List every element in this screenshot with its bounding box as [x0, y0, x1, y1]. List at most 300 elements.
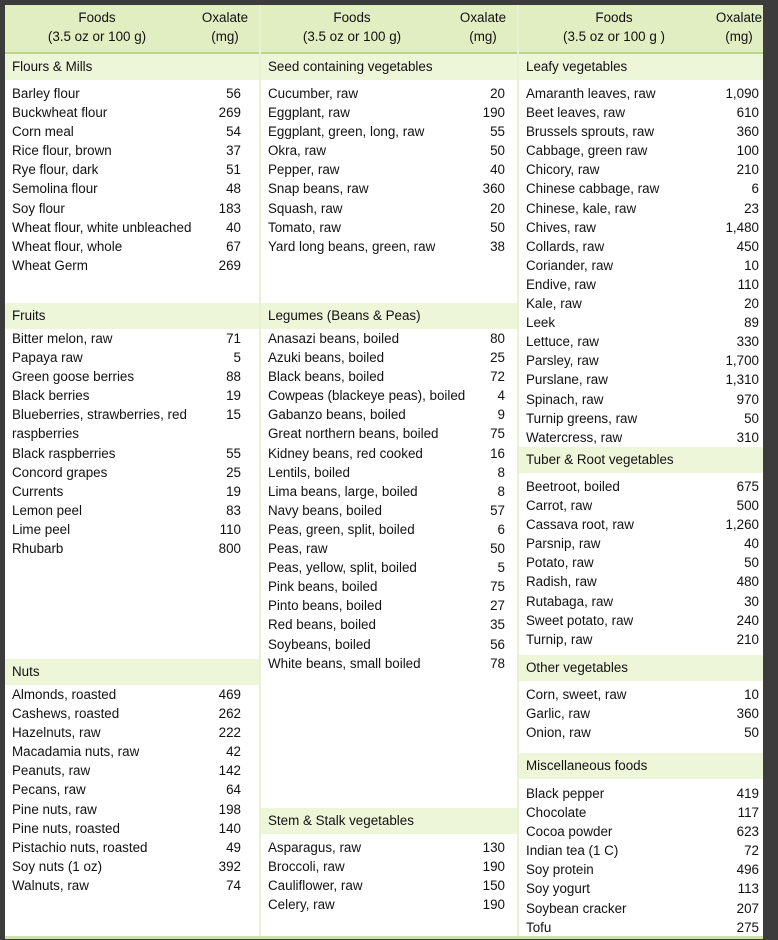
section-title-seed: Seed containing vegetables [261, 54, 517, 80]
oxalate-header [195, 8, 255, 46]
oxalate-value: 469 [218, 687, 241, 702]
table-row [5, 838, 259, 857]
section-leafy [519, 84, 763, 447]
table-row [261, 84, 517, 103]
food-name: Wheat Germ [12, 257, 88, 273]
section-other [519, 685, 763, 742]
oxalate-value: 269 [218, 105, 241, 121]
section-flours [5, 84, 259, 275]
column-2 [261, 5, 519, 939]
oxalate-header-unit: (mg) [469, 29, 497, 44]
table-row [261, 501, 517, 520]
table-row [261, 558, 517, 577]
food-name: Collards, raw [526, 238, 605, 254]
section-tuber [519, 477, 763, 649]
column-header [5, 5, 259, 54]
food-name: White beans, small boiled [268, 655, 421, 671]
food-name: Corn meal [12, 124, 74, 140]
food-name: Parsnip, raw [526, 536, 601, 552]
oxalate-value: 50 [744, 555, 759, 571]
food-name: Eggplant, green, long, raw [268, 124, 425, 140]
oxalate-value: 10 [744, 687, 759, 702]
oxalate-value: 64 [226, 782, 241, 798]
oxalate-value: 88 [226, 369, 241, 385]
table-row [261, 386, 517, 405]
food-name: Sweet potato, raw [526, 612, 634, 628]
oxalate-value: 40 [226, 219, 241, 235]
column-1 [5, 5, 261, 939]
table-row [5, 876, 259, 895]
food-name: Celery, raw [268, 897, 335, 913]
food-name: Lettuce, raw [526, 334, 599, 350]
table-row [519, 141, 763, 160]
food-name: Black berries [12, 388, 90, 404]
table-row [261, 857, 517, 876]
table-row [519, 611, 763, 630]
section-misc [519, 784, 763, 937]
oxalate-value: 50 [490, 143, 505, 159]
oxalate-value: 40 [490, 162, 505, 178]
oxalate-value: 675 [736, 479, 759, 494]
table-row [5, 742, 259, 761]
food-name: Lemon peel [12, 502, 82, 518]
food-name: Asparagus, raw [268, 840, 362, 855]
oxalate-value: 480 [736, 574, 759, 590]
food-name: Pine nuts, raw [12, 801, 97, 817]
table-row [519, 122, 763, 141]
food-name: Garlic, raw [526, 706, 590, 722]
table-row [519, 553, 763, 572]
food-name: Endive, raw [526, 276, 596, 292]
food-name: Buckwheat flour [12, 105, 108, 121]
food-name: Great northern beans, boiled [268, 426, 439, 442]
oxalate-value: 55 [226, 445, 241, 461]
food-name: Rice flour, brown [12, 143, 112, 159]
food-name: Semolina flour [12, 181, 98, 197]
oxalate-value: 35 [490, 617, 505, 633]
table-row [519, 428, 763, 447]
section-stem [261, 838, 517, 914]
oxalate-value: 72 [744, 843, 759, 859]
food-name: Pinto beans, boiled [268, 598, 382, 614]
oxalate-value: 140 [218, 820, 241, 836]
food-name: Cauliflower, raw [268, 878, 363, 894]
table-row [261, 237, 517, 256]
foods-header-title: Foods [595, 10, 633, 25]
food-name: Turnip greens, raw [526, 410, 638, 426]
food-name: Cashews, roasted [12, 706, 120, 722]
food-name: Anasazi beans, boiled [268, 331, 400, 346]
oxalate-value: 800 [218, 541, 241, 557]
oxalate-value: 74 [226, 877, 241, 893]
food-name: Macadamia nuts, raw [12, 744, 140, 760]
food-name: Chinese, kale, raw [526, 200, 637, 216]
table-row [519, 294, 763, 313]
table-row [5, 444, 259, 463]
oxalate-value: 80 [490, 331, 505, 346]
food-name: Black raspberries [12, 445, 116, 461]
table-row [261, 199, 517, 218]
oxalate-value: 610 [736, 105, 759, 121]
table-row [5, 141, 259, 160]
oxalate-value: 210 [736, 162, 759, 178]
foods-header-title: Foods [78, 10, 116, 25]
table-row [519, 179, 763, 198]
section-title-nuts: Nuts [5, 659, 259, 685]
oxalate-value: 240 [736, 612, 759, 628]
food-name: Brussels sprouts, raw [526, 124, 654, 140]
table-row [5, 482, 259, 501]
table-row [519, 160, 763, 179]
food-name: Soy yogurt [526, 881, 591, 897]
table-row [519, 332, 763, 351]
table-row [261, 329, 517, 348]
oxalate-value: 5 [497, 560, 505, 576]
food-name: Pink beans, boiled [268, 579, 378, 595]
food-name: Cabbage, green raw [526, 143, 648, 159]
section-title-stem: Stem & Stalk vegetables [261, 808, 517, 834]
table-row [5, 160, 259, 179]
food-name: Watercress, raw [526, 429, 623, 445]
table-row [261, 141, 517, 160]
table-row [261, 463, 517, 482]
food-name: Spinach, raw [526, 391, 604, 407]
oxalate-value: 6 [497, 521, 505, 537]
oxalate-value: 20 [744, 296, 759, 312]
oxalate-value: 23 [744, 200, 759, 216]
food-name: Amaranth leaves, raw [526, 86, 656, 101]
oxalate-value: 37 [226, 143, 241, 159]
oxalate-value: 1,700 [725, 353, 759, 369]
oxalate-value: 6 [751, 181, 759, 197]
food-name: Pistachio nuts, roasted [12, 839, 148, 855]
food-name: Barley flour [12, 86, 80, 101]
food-name: Chocolate [526, 805, 587, 821]
foods-header-unit: (3.5 oz or 100 g ) [563, 29, 665, 44]
table-row [519, 879, 763, 898]
food-name: Almonds, roasted [12, 687, 117, 702]
oxalate-value: 360 [736, 706, 759, 722]
oxalate-value: 56 [226, 86, 241, 101]
section-title-other: Other vegetables [519, 655, 763, 681]
food-name: Cassava root, raw [526, 517, 634, 533]
oxalate-value: 1,090 [725, 86, 759, 101]
table-row [519, 218, 763, 237]
food-name: Rye flour, dark [12, 162, 99, 178]
food-name: Beetroot, boiled [526, 479, 620, 494]
table-row [519, 409, 763, 428]
food-name: Pecans, raw [12, 782, 86, 798]
table-row [261, 122, 517, 141]
food-name: Tomato, raw [268, 219, 341, 235]
table-row [261, 635, 517, 654]
table-row [261, 424, 517, 443]
table-row [261, 654, 517, 673]
table-row [261, 348, 517, 367]
section-title-legumes: Legumes (Beans & Peas) [261, 303, 517, 329]
oxalate-value: 50 [744, 725, 759, 741]
oxalate-value: 1,480 [725, 219, 759, 235]
table-row [519, 313, 763, 332]
table-row [261, 615, 517, 634]
oxalate-value: 623 [736, 824, 759, 840]
oxalate-value: 30 [744, 593, 759, 609]
section-fruits [5, 329, 259, 558]
oxalate-value: 51 [226, 162, 241, 178]
oxalate-value: 1,310 [725, 372, 759, 388]
oxalate-value: 16 [490, 445, 505, 461]
oxalate-value: 8 [497, 483, 505, 499]
foods-header-title: Foods [333, 10, 371, 25]
food-name: Lima beans, large, boiled [268, 483, 418, 499]
table-row [519, 860, 763, 879]
table-row [5, 348, 259, 367]
table-row [519, 841, 763, 860]
table-row [5, 103, 259, 122]
oxalate-value: 150 [482, 878, 505, 894]
table-row [261, 367, 517, 386]
oxalate-value: 49 [226, 839, 241, 855]
food-name: Cocoa powder [526, 824, 613, 840]
food-name: Chicory, raw [526, 162, 600, 178]
table-row [519, 477, 763, 496]
table-row [5, 84, 259, 103]
food-name: Red beans, boiled [268, 617, 376, 633]
food-name: Indian tea (1 C) [526, 843, 619, 859]
oxalate-value: 190 [482, 897, 505, 913]
food-name: Black pepper [526, 786, 605, 801]
oxalate-value: 113 [737, 881, 759, 897]
food-name: Papaya raw [12, 350, 83, 366]
oxalate-value: 57 [490, 502, 505, 518]
food-name: Carrot, raw [526, 498, 593, 514]
oxalate-value: 9 [497, 407, 505, 423]
table-row [519, 685, 763, 704]
oxalate-value: 50 [490, 219, 505, 235]
food-name: Soybeans, boiled [268, 636, 371, 652]
food-name: Leek [526, 315, 556, 331]
oxalate-header-unit: (mg) [725, 29, 753, 44]
section-title-fruits: Fruits [5, 303, 259, 329]
food-name: Chives, raw [526, 219, 596, 235]
oxalate-header [713, 8, 763, 46]
table-row [5, 520, 259, 539]
table-row [5, 800, 259, 819]
foods-header [525, 8, 703, 46]
food-name: Kidney beans, red cooked [268, 445, 423, 461]
food-name: Peas, yellow, split, boiled [268, 560, 417, 576]
table-row [261, 539, 517, 558]
oxalate-value: 117 [737, 805, 759, 821]
oxalate-value: 110 [219, 521, 241, 537]
oxalate-value: 67 [226, 238, 241, 254]
section-title-misc: Miscellaneous foods [519, 753, 763, 779]
section-nuts [5, 685, 259, 895]
oxalate-value: 55 [490, 124, 505, 140]
table-row [519, 237, 763, 256]
oxalate-value: 207 [736, 900, 759, 916]
food-name: Concord grapes [12, 464, 108, 480]
table-row [5, 199, 259, 218]
table-row [5, 704, 259, 723]
oxalate-value: 310 [736, 429, 759, 445]
table-row [519, 515, 763, 534]
food-name: Peas, raw [268, 541, 328, 557]
table-row [261, 520, 517, 539]
oxalate-value: 330 [736, 334, 759, 350]
food-name: Potato, raw [526, 555, 594, 571]
oxalate-value: 56 [490, 636, 505, 652]
food-name: Broccoli, raw [268, 859, 345, 875]
column-header [261, 5, 517, 54]
oxalate-value: 500 [736, 498, 759, 514]
oxalate-value: 72 [490, 369, 505, 385]
table-row [519, 496, 763, 515]
oxalate-value: 970 [736, 391, 759, 407]
food-name: Hazelnuts, raw [12, 725, 101, 741]
food-name: Black beans, boiled [268, 369, 385, 385]
oxalate-value: 4 [497, 388, 505, 404]
food-name: Lentils, boiled [268, 464, 350, 480]
oxalate-value: 190 [482, 859, 505, 875]
table-row [519, 704, 763, 723]
table-row [261, 218, 517, 237]
table-row [5, 237, 259, 256]
oxalate-value: 360 [482, 181, 505, 197]
oxalate-value: 78 [490, 655, 505, 671]
table-row [261, 876, 517, 895]
table-row [519, 84, 763, 103]
table-row [5, 780, 259, 799]
oxalate-value: 130 [482, 840, 505, 855]
food-name: Pine nuts, roasted [12, 820, 120, 836]
section-legumes [261, 329, 517, 673]
table-row [5, 329, 259, 348]
oxalate-value: 142 [218, 763, 241, 779]
bottom-border [5, 936, 763, 939]
oxalate-value: 83 [226, 502, 241, 518]
food-name: Purslane, raw [526, 372, 608, 388]
oxalate-header-unit: (mg) [211, 29, 239, 44]
food-name: Soy protein [526, 862, 594, 878]
food-name: Wheat flour, white unbleached [12, 219, 192, 235]
food-name: Green goose berries [12, 369, 135, 385]
food-name: Radish, raw [526, 574, 597, 590]
table-row [519, 275, 763, 294]
table-row [519, 822, 763, 841]
food-name: Wheat flour, whole [12, 238, 123, 254]
food-name: Squash, raw [268, 200, 343, 216]
food-name: Soy flour [12, 200, 65, 216]
food-name: Blueberries, strawberries, red raspberries [12, 407, 187, 442]
oxalate-table [5, 5, 763, 939]
oxalate-header [453, 8, 513, 46]
food-name: Chinese cabbage, raw [526, 181, 660, 197]
food-name: Soy nuts (1 oz) [12, 858, 103, 874]
food-name: Beet leaves, raw [526, 105, 625, 121]
table-row [5, 386, 259, 405]
table-row [519, 534, 763, 553]
oxalate-value: 89 [744, 315, 759, 331]
table-row [5, 122, 259, 141]
oxalate-value: 1,260 [725, 517, 759, 533]
table-row [519, 899, 763, 918]
table-row [5, 501, 259, 520]
table-row [519, 918, 763, 937]
table-row [519, 370, 763, 389]
table-row [261, 895, 517, 914]
oxalate-value: 496 [736, 862, 759, 878]
table-row [5, 539, 259, 558]
oxalate-value: 25 [226, 464, 241, 480]
oxalate-value: 8 [497, 464, 505, 480]
oxalate-value: 20 [490, 86, 505, 101]
food-name: Onion, raw [526, 725, 591, 741]
table-row [519, 630, 763, 649]
foods-header-unit: (3.5 oz or 100 g) [47, 29, 147, 44]
table-row [261, 160, 517, 179]
food-name: Okra, raw [268, 143, 327, 159]
food-name: Azuki beans, boiled [268, 350, 385, 366]
oxalate-value: 450 [736, 238, 759, 254]
oxalate-value: 25 [490, 350, 505, 366]
oxalate-value: 275 [736, 919, 759, 935]
food-name: Coriander, raw [526, 257, 614, 273]
food-name: Bitter melon, raw [12, 331, 113, 346]
oxalate-value: 27 [490, 598, 505, 614]
food-name: Currents [12, 483, 64, 499]
section-seed [261, 84, 517, 256]
oxalate-value: 360 [736, 124, 759, 140]
table-row [5, 405, 259, 443]
table-row [5, 218, 259, 237]
table-row [519, 723, 763, 742]
foods-header [263, 8, 441, 46]
oxalate-value: 110 [737, 276, 759, 292]
food-name: Parsley, raw [526, 353, 599, 369]
foods-header [9, 8, 185, 46]
food-name: Peas, green, split, boiled [268, 521, 415, 537]
food-name: Peanuts, raw [12, 763, 91, 779]
table-row [261, 179, 517, 198]
food-name: Snap beans, raw [268, 181, 369, 197]
table-row [5, 857, 259, 876]
section-title-flours: Flours & Mills [5, 54, 259, 80]
food-name: Rhubarb [12, 541, 64, 557]
table-row [519, 592, 763, 611]
table-row [519, 572, 763, 591]
oxalate-value: 210 [736, 631, 759, 647]
table-row [261, 103, 517, 122]
foods-header-unit: (3.5 oz or 100 g) [302, 29, 402, 44]
table-row [5, 256, 259, 275]
column-3 [519, 5, 763, 939]
oxalate-value: 50 [744, 410, 759, 426]
food-name: Soybean cracker [526, 900, 627, 916]
food-name: Turnip, raw [526, 631, 593, 647]
table-row [5, 723, 259, 742]
oxalate-value: 100 [736, 143, 759, 159]
oxalate-value: 75 [490, 426, 505, 442]
food-name: Yard long beans, green, raw [268, 238, 436, 254]
oxalate-value: 50 [490, 541, 505, 557]
oxalate-value: 222 [218, 725, 241, 741]
table-row [261, 596, 517, 615]
oxalate-value: 262 [218, 706, 241, 722]
table-row [5, 685, 259, 704]
food-name: Lime peel [12, 521, 71, 537]
table-row [261, 838, 517, 857]
